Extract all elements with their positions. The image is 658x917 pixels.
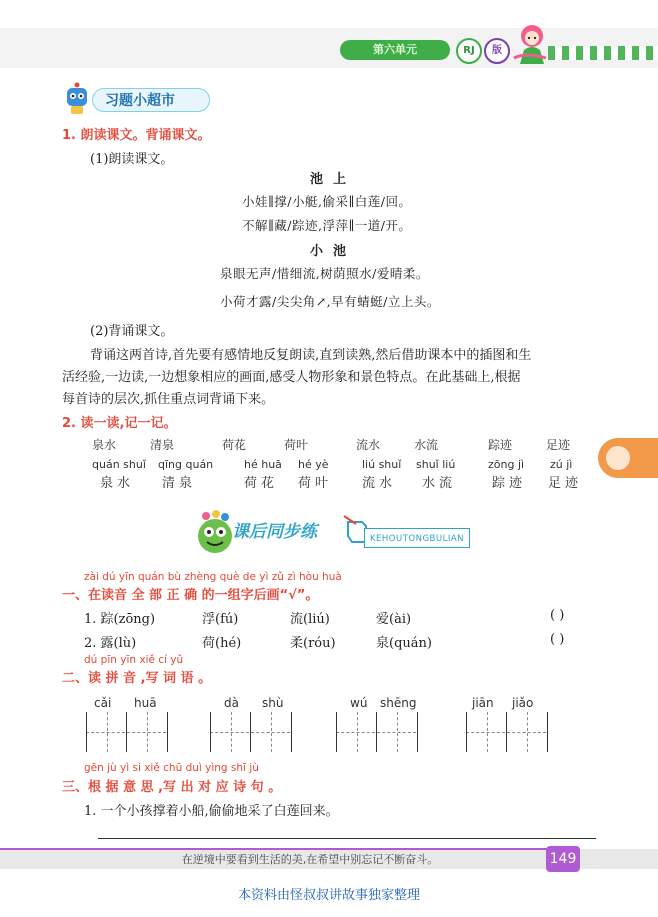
word-pinyin: liú shuǐ [362,458,402,471]
ex2-title: 二、读 拼 音 ,写 词 语 。 [62,671,212,686]
word-copy: 踪迹 [492,476,527,491]
grid-pinyin: jiǎo [512,696,534,710]
word-copy: 流水 [362,476,397,491]
page-number: 149 [546,846,580,872]
ex1-title: 一、在读音 全 部 正 确 的一组字后画“√”。 [62,588,319,603]
mascot-girl-icon [506,18,556,68]
grid-pinyin: wú [350,696,368,710]
word-copy: 水流 [422,476,457,491]
robot-icon [62,82,92,116]
word-hanzi: 水流 [414,438,439,452]
practice-section-banner: 习题小超市 [92,88,210,112]
ex1-row2-c: 泉(quán) [376,636,432,651]
ex1-row1-no: 1. 踪(zōng) [84,612,156,627]
ex3-title: 三、根 据 意 思 ,写 出 对 应 诗 句 。 [62,780,282,795]
grid-pinyin: huā [134,696,157,710]
word-pinyin: quán shuǐ [92,458,146,471]
ex3-item1: 1. 一个小孩撑着小船,偷偷地采了白莲回来。 [84,804,339,819]
ex1-row2-a: 荷(hé) [202,636,242,651]
q1-title: 1. 朗读课文。背诵课文。 [62,128,211,143]
grid-pinyin: cǎi [94,696,112,710]
ex2-pinyin: dú pīn yīn xiě cí yǔ [84,654,184,666]
ex1-row1-a: 浮(fú) [202,612,239,627]
poem-line: 小荷才露/尖尖角↗,早有蜻蜓/立上头。 [220,294,440,309]
poem-line: 不解∥藏/踪迹,浮萍∥一道/开。 [242,218,412,233]
word-copy: 清泉 [162,476,197,491]
writing-grid[interactable] [86,712,166,752]
word-hanzi: 踪迹 [488,438,513,452]
q2-title: 2. 读一读,记一记。 [62,416,177,431]
word-pinyin: shuǐ liú [416,458,456,471]
checker-strip [548,46,658,60]
word-hanzi: 泉水 [92,438,117,452]
recite-paragraph-line: 每首诗的层次,抓住重点词背诵下来。 [62,392,275,407]
word-pinyin: zōng jì [488,458,525,471]
word-copy: 荷花 [244,476,279,491]
footer-motto: 在逆境中要看到生活的美,在希望中别忘记不断奋斗。 [181,853,439,866]
edition-badge-rj: RJ [456,38,482,64]
word-pinyin: zú jì [550,458,573,471]
after-class-banner: 课后同步练 [232,522,317,542]
writing-grid[interactable] [466,712,546,752]
ex1-row2-answer-blank[interactable]: ( ) [550,632,565,647]
footer-divider [0,848,548,850]
grid-pinyin: shēng [380,696,417,710]
ex1-row1-answer-blank[interactable]: ( ) [550,608,565,623]
word-hanzi: 清泉 [150,438,175,452]
ex1-row2-b: 柔(róu) [290,636,336,651]
unit-banner: 第六单元 [340,40,450,60]
ex1-row1-b: 流(liú) [290,612,330,627]
word-pinyin: hé huā [244,458,282,471]
word-copy: 荷叶 [298,476,333,491]
poem-line: 泉眼无声/惜细流,树荫照水/爱晴柔。 [220,266,429,281]
grid-pinyin: jiān [472,696,494,710]
grid-pinyin: dà [224,696,239,710]
grid-pinyin: shù [262,696,284,710]
word-hanzi: 荷叶 [284,438,309,452]
edition-badge-ban: 版 [484,38,510,64]
recite-paragraph-line: 背诵这两首诗,首先要有感情地反复朗读,直到读熟,然后借助课本中的插图和生 [90,348,532,363]
ex1-pinyin: zài dú yīn quán bù zhèng què de yì zǔ zì hòu huà [84,571,342,583]
ex1-row1-c: 爱(ài) [376,612,412,627]
word-copy: 足迹 [548,476,583,491]
fox-face-icon [606,446,630,470]
ex1-row2-no: 2. 露(lù) [84,636,137,651]
after-class-pinyin-label: KEHOUTONGBULIAN [364,528,470,548]
ex3-pinyin: gēn jù yì si xiě chū duì yìng shī jù [84,762,259,774]
word-pinyin: qīng quán [158,458,214,471]
answer-line[interactable] [98,838,596,839]
word-hanzi: 流水 [356,438,381,452]
word-hanzi: 足迹 [546,438,571,452]
poem-title-xiaochi: 小池 [310,244,357,259]
poem-line: 小娃∥撑/小艇,偷采∥白莲/回。 [242,194,412,209]
q1-sub2: (2)背诵课文。 [90,324,174,339]
watermark-text: 本资料由怪叔叔讲故事独家整理 [237,888,420,903]
word-pinyin: hé yè [298,458,329,471]
poem-title-chishang: 池上 [310,172,357,187]
writing-grid[interactable] [210,712,290,752]
q1-sub1: (1)朗读课文。 [90,152,174,167]
writing-grid[interactable] [336,712,416,752]
word-copy: 泉水 [100,476,135,491]
word-hanzi: 荷花 [222,438,247,452]
recite-paragraph-line: 活经验,一边读,一边想象相应的画面,感受人物形象和景色特点。在此基础上,根据 [62,370,521,385]
